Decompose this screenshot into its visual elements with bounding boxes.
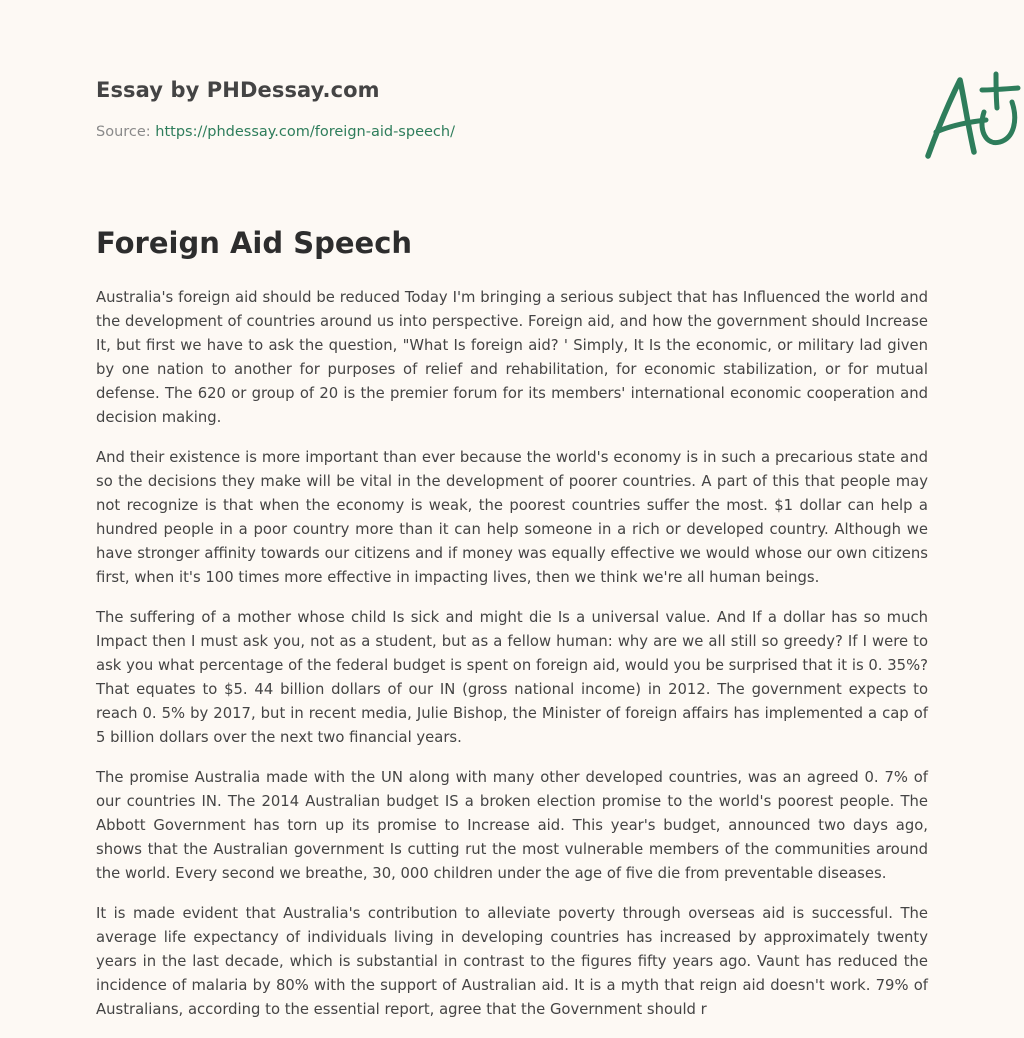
essay-title: Foreign Aid Speech <box>96 226 413 260</box>
site-brand: Essay by PHDessay.com <box>96 78 380 102</box>
essay-paragraph-2: And their existence is more important than ever because the world's economy is in such a precarious state and so the decisions they make will be vital in the development of poorer countries. A part of this that people may not recognize is that when the economy is weak, the poorest countries suffer the most. $1 dollar can help a hundred people in a poor country more than it can help someone in a rich or developed country. Although we have stronger affinity towards our citizens and if money was equally effective we would whose our own citizens first, when it's 100 times more effective in impacting lives, then we think we're all human beings. <box>96 449 928 586</box>
essay-paragraph-5: It is made evident that Australia's contribution to alleviate poverty through overseas aid is successful. The average life expectancy of individuals living in developing countries has increased by approximately twenty years in the last decade, which is substantial in contrast to the figures fifty years ago. Vaunt has reduced the incidence of malaria by 80% with the support of Australian aid. It is a myth that reign aid doesn't work. 79% of Australians, according to the essential report, agree that the Government should r <box>96 905 928 1018</box>
source-line <box>96 124 455 140</box>
essay-paragraph-3: The suffering of a mother whose child Is sick and might die Is a universal value. And If a dollar has so much Impact then I must ask you, not as a student, but as a fellow human: why are we all still so greedy? If I were to ask you what percentage of the federal budget is spent on foreign aid, would you be surprised that it is 0. 35%? That equates to $5. 44 billion dollars of our IN (gross national income) in 2012. The government expects to reach 0. 5% by 2017, but in recent media, Julie Bishop, the Minister of foreign affairs has implemented a cap of 5 billion dollars over the next two financial years. <box>96 609 928 746</box>
source-label: Source: <box>96 124 151 140</box>
essay-body <box>96 286 928 1038</box>
source-link[interactable]: https://phdessay.com/foreign-aid-speech/ <box>155 124 455 140</box>
essay-paragraph-1: Australia's foreign aid should be reduced Today I'm bringing a serious subject that has Influenced the world and the development of countries around us into perspective. Foreign aid, and how the government should Increase It, but first we have to ask the question, "What Is foreign aid? ' Simply, It Is the economic, or military lad given by one nation to another for purposes of relief and rehabilitation, for economic stabilization, or for mutual defense. The 620 or group of 20 is the premier forum for its members' international economic cooperation and decision making. <box>96 289 928 426</box>
a-plus-logo-icon <box>916 68 1024 164</box>
essay-paragraph-4: The promise Australia made with the UN along with many other developed countries, was an agreed 0. 7% of our countries IN. The 2014 Australian budget IS a broken election promise to the world's poorest people. The Abbott Government has torn up its promise to Increase aid. This year's budget, announced two days ago, shows that the Australian government Is cutting rut the most vulnerable members of the communities around the world. Every second we breathe, 30, 000 children under the age of five die from preventable diseases. <box>96 769 928 882</box>
